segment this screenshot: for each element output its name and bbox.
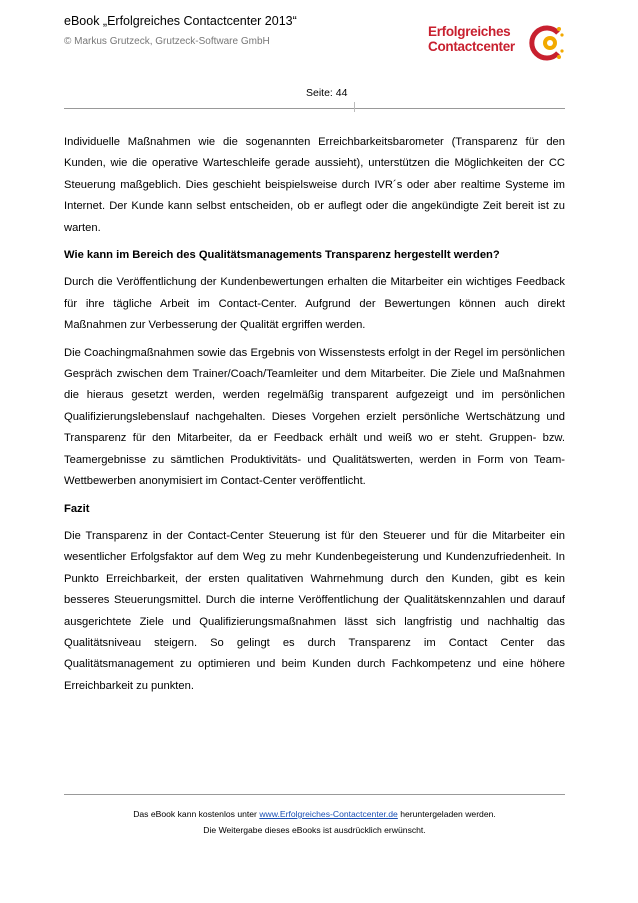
footer-line-1 bbox=[64, 806, 565, 822]
logo-line-1: Erfolgreiches bbox=[428, 24, 511, 39]
logo-line-2: Contactcenter bbox=[428, 39, 515, 54]
contactcenter-logo-icon bbox=[528, 25, 564, 61]
page-content bbox=[64, 132, 565, 703]
footer-line-2: Die Weitergabe dieses eBooks ist ausdrücklich erwünscht. bbox=[203, 825, 426, 835]
footer-suffix: heruntergeladen werden. bbox=[397, 809, 496, 819]
footer-prefix: Das eBook kann kostenlos unter bbox=[133, 809, 260, 819]
footer bbox=[64, 806, 565, 838]
section-heading: Wie kann im Bereich des Qualitätsmanagements Transparenz hergestellt werden? bbox=[64, 249, 500, 262]
header-divider-tick bbox=[354, 102, 355, 112]
paragraph: Individuelle Maßnahmen wie die sogenannten Erreichbarkeitsbarometer (Transparenz für den Kunden, wie die operative Warteschleife gerade aussieht), unterstützen die Möglichkeiten der CC Steuerung maßgeblich. Dies geschieht beispielsweise durch IVR´s oder aber realtime Systeme im Internet. Der Kunde kann selbst entscheiden, ob er auflegt oder die angekündigte Zeit bereit ist zu warten. bbox=[64, 136, 565, 234]
page-number: Seite: 44 bbox=[306, 87, 348, 99]
section-heading: Fazit bbox=[64, 502, 90, 515]
header-divider bbox=[64, 108, 565, 109]
footer-divider bbox=[64, 794, 565, 795]
brand-logo bbox=[428, 24, 558, 74]
paragraph: Durch die Veröffentlichung der Kundenbewertungen erhalten die Mitarbeiter ein wichtiges Feedback für ihre tägliche Arbeit im Contact-Center. Aufgrund der Bewertungen können auch direkt Maßnahmen zur Verbesserung der Qualität ergriffen werden. bbox=[64, 276, 565, 332]
paragraph: Die Coachingmaßnahmen sowie das Ergebnis von Wissenstests erfolgt in der Regel im persönlichen Gespräch zwischen dem Trainer/Coach/Teamleiter und dem Mitarbeiter. Die Ziele und Maßnahmen die hieraus gesetzt werden, werden regelmäßig transparent aufgezeigt und im persönlichen Qualifizierungslebenslauf nachgehalten. Dieses Vorgehen erzielt persönliche Wertschätzung und Transparenz für den Mitarbeiter, da er Feedback erhält und weiß wo er steht. Gruppen- bzw. Teamergebnisse zu sämtlichen Produktivitäts- und Qualitätswerten, werden in Form von Team- Wettbewerben anonymisiert im Contact-Center veröffentlicht. bbox=[64, 346, 565, 488]
header-title: eBook „Erfolgreiches Contactcenter 2013“ bbox=[64, 14, 297, 28]
header-copyright: © Markus Grutzeck, Grutzeck-Software GmbH bbox=[64, 36, 270, 47]
logo-wordmark bbox=[428, 24, 515, 54]
paragraph: Die Transparenz in der Contact-Center Steuerung ist für den Steuerer und für die Mitarbeiter ein wesentlicher Erfolgsfaktor auf dem Weg zu mehr Kundenbegeisterung und Kundenzufriedenheit. In Punkto Erreichbarkeit, der ersten qualitativen Wahrnehmung durch den Kunden, gibt es kein besseres Steuerungsmittel. Durch die interne Veröffentlichung der Qualitätskennzahlen und darauf ausgerichtete Ziele und Qualifizierungsmaßnahmen lässt sich langfristig und nachhaltig das Qualitätsniveau steigern. So gelingt es durch Transparenz im Contact Center das Qualitätsmanagement zu optimieren und beim Kunden durch Fachkompetenz und eine höhere Erreichbarkeit zu punkten. bbox=[64, 529, 565, 692]
download-link[interactable]: www.Erfolgreiches-Contactcenter.de bbox=[259, 809, 398, 819]
